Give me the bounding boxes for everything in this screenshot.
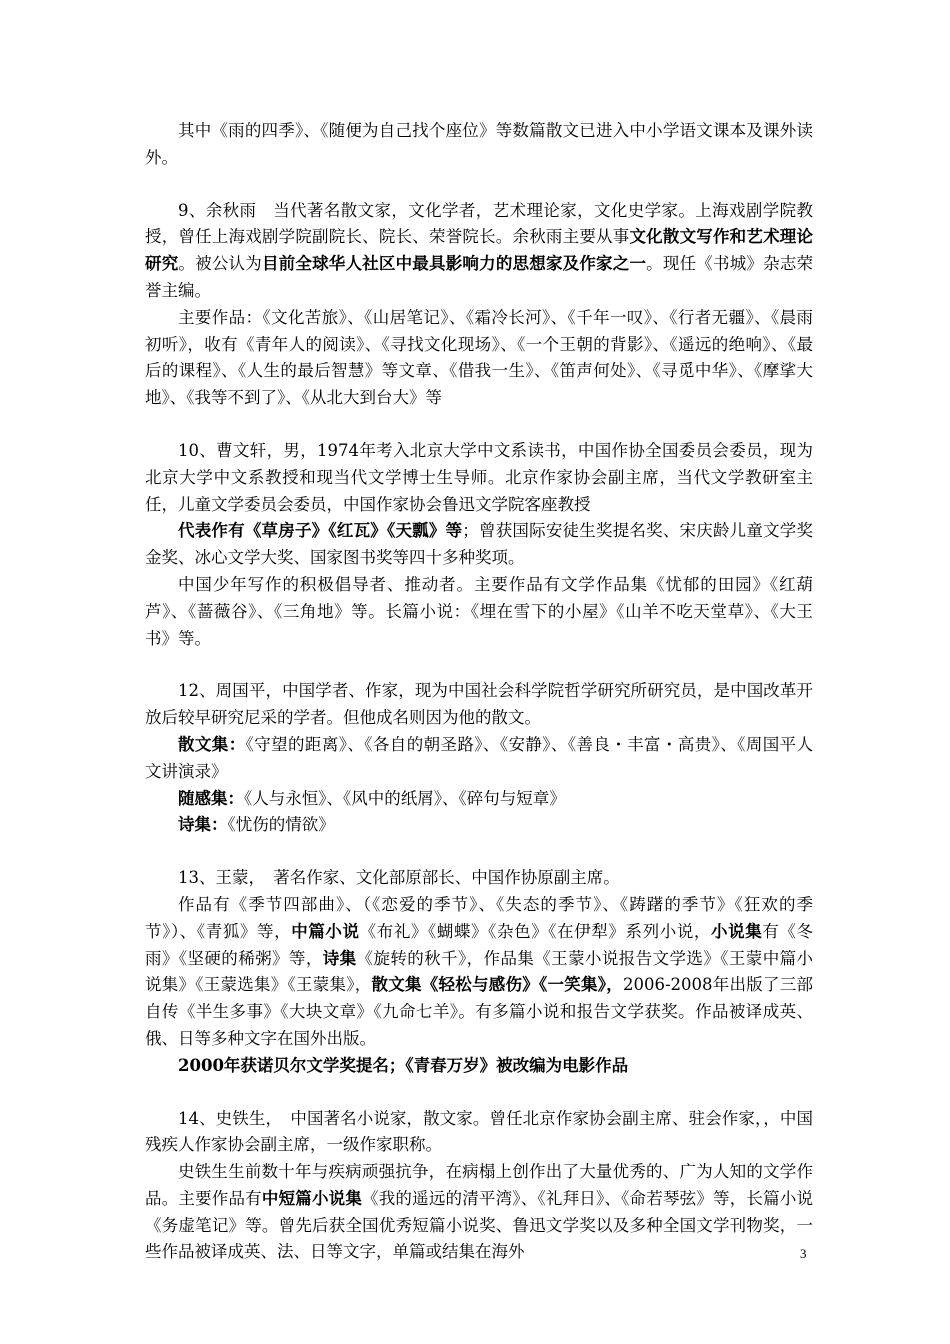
paragraph-cao-wenxuan: 10、曹文轩，男，1974年考入北京大学中文系读书，中国作协全国委员会委员，现为北京大学中文系教授和现当代文学博士生导师。北京作家协会副主席，当代文学教研室主任，儿童文学委员会委员，中国作家协会鲁迅文学院客座教授 [145, 440, 813, 514]
bold-label: 诗集： [178, 815, 228, 835]
bold-label: 散文集： [178, 734, 246, 754]
bold-phrase: 代表作有《草房子》《红瓦》《天瓢》等 [178, 521, 463, 541]
paragraph-wang-meng: 13、王蒙， 著名作家、文化部原部长、中国作协原副主席。 [178, 868, 620, 888]
paragraph-shi-tiesheng: 14、史铁生， 中国著名小说家，散文家。曾任北京作家协会副主席、驻会作家，，中国残疾人作家协会副主席，一级作家职称。 [145, 1108, 813, 1155]
bold-phrase: 目前全球华人社区中最具影响力的思想家及作家之一 [261, 254, 647, 274]
paragraph-wang-works: 作品有《季节四部曲》、（《恋爱的季节》、《失态的季节》、《踌躇的季节》《狂欢的季节》）、《青狐》等，中篇小说《布礼》《蝴蝶》《杂色》《在伊犁》系列小说，小说集有《冬雨》《坚硬的稀粥》等，诗集《旋转的秋千》，作品集《王蒙小说报告文学选》《王蒙中篇小说集》《王蒙选集》《王蒙集》，散文集《轻松与感伤》《一笑集》，2006-2008年出版了三部自传《半生多事》《大块文章》《九命七羊》。有多篇小说和报告文学获奖。作品被译成英、俄、日等多种文字在国外出版。 [145, 894, 814, 1048]
paragraph-zhou-poems: 诗集：《忧伤的情欲》 [178, 815, 335, 835]
paragraph-wang-nobel [145, 1053, 813, 1080]
bold-phrase: 文化散文写作和艺术理论研究 [145, 227, 814, 274]
paragraph-yu-qiuyu: 9、余秋雨 当代著名散文家，文化学者，艺术理论家，文化史学家。上海戏剧学院教授，曾任上海戏剧学院副院长、院长、荣誉院长。余秋雨主要从事文化散文写作和艺术理论研究。被公认为目前全球华人社区中最具影响力的思想家及作家之一。现任《书城》杂志荣誉主编。 [145, 200, 814, 300]
document-body [145, 118, 813, 1266]
paragraph-zhou-essays: 散文集：《守望的距离》、《各自的朝圣路》、《安静》、《善良・丰富・高贵》、《周国平人文讲演录》 [145, 734, 814, 781]
bold-phrase: 散文集《轻松与感伤》《一笑集》， [371, 975, 623, 995]
paragraph-yu-works: 主要作品：《文化苦旅》、《山居笔记》、《霜冷长河》、《千年一叹》、《行者无疆》、《晨雨初听》，收有《青年人的阅读》、《寻找文化现场》、《一个王朝的背影》、《遥远的绝响》、《最后的课程》、《人生的最后智慧》等文章、《借我一生》、《笛声何处》、《寻觅中华》、《摩挲大地》、《我等不到了》、《从北大到台大》等 [145, 307, 813, 408]
paragraph-cao-works: 中国少年写作的积极倡导者、推动者。主要作品有文学作品集《忧郁的田园》《红葫芦》、《蔷薇谷》、《三角地》等。长篇小说：《埋在雪下的小屋》《山羊不吃天堂草》、《大王书》等。 [145, 574, 813, 648]
paragraph-zhou-reflections: 随感集：《人与永恒》、《风中的纸屑》、《碎句与短章》 [178, 788, 566, 808]
paragraph-zhou-guoping: 12、周国平，中国学者、作家，现为中国社会科学院哲学研究所研究员，是中国改革开放后较早研究尼采的学者。但他成名则因为他的散文。 [145, 681, 813, 728]
bold-label: 诗集 [322, 948, 357, 968]
page-number: 3 [800, 1246, 807, 1261]
bold-label: 随感集： [178, 788, 244, 808]
bold-label: 中短篇小说集 [261, 1188, 363, 1208]
bold-label: 中篇小说 [291, 921, 360, 941]
bold-label: 小说集 [711, 921, 763, 941]
paragraph-cao-awards: 代表作有《草房子》《红瓦》《天瓢》等；曾获国际安徒生奖提名奖、宋庆龄儿童文学奖金奖、冰心文学大奖、国家图书奖等四十多种奖项。 [145, 521, 814, 568]
paragraph-shi-works: 史铁生生前数十年与疾病顽强抗争，在病榻上创作出了大量优秀的、广为人知的文学作品。主要作品有中短篇小说集《我的遥远的清平湾》、《礼拜日》、《命若琴弦》等，长篇小说《务虚笔记》等。曾先后获全国优秀短篇小说奖、鲁迅文学奖以及多种全国文学刊物奖，一些作品被译成英、法、日等文字，单篇或结集在海外 [145, 1162, 814, 1262]
paragraph-intro: 其中《雨的四季》、《随便为自己找个座位》等数篇散文已进入中小学语文课本及课外读外。 [145, 121, 813, 167]
bold-phrase: 2000年获诺贝尔文学奖提名；《青春万岁》被改编为电影作品 [178, 1055, 629, 1075]
